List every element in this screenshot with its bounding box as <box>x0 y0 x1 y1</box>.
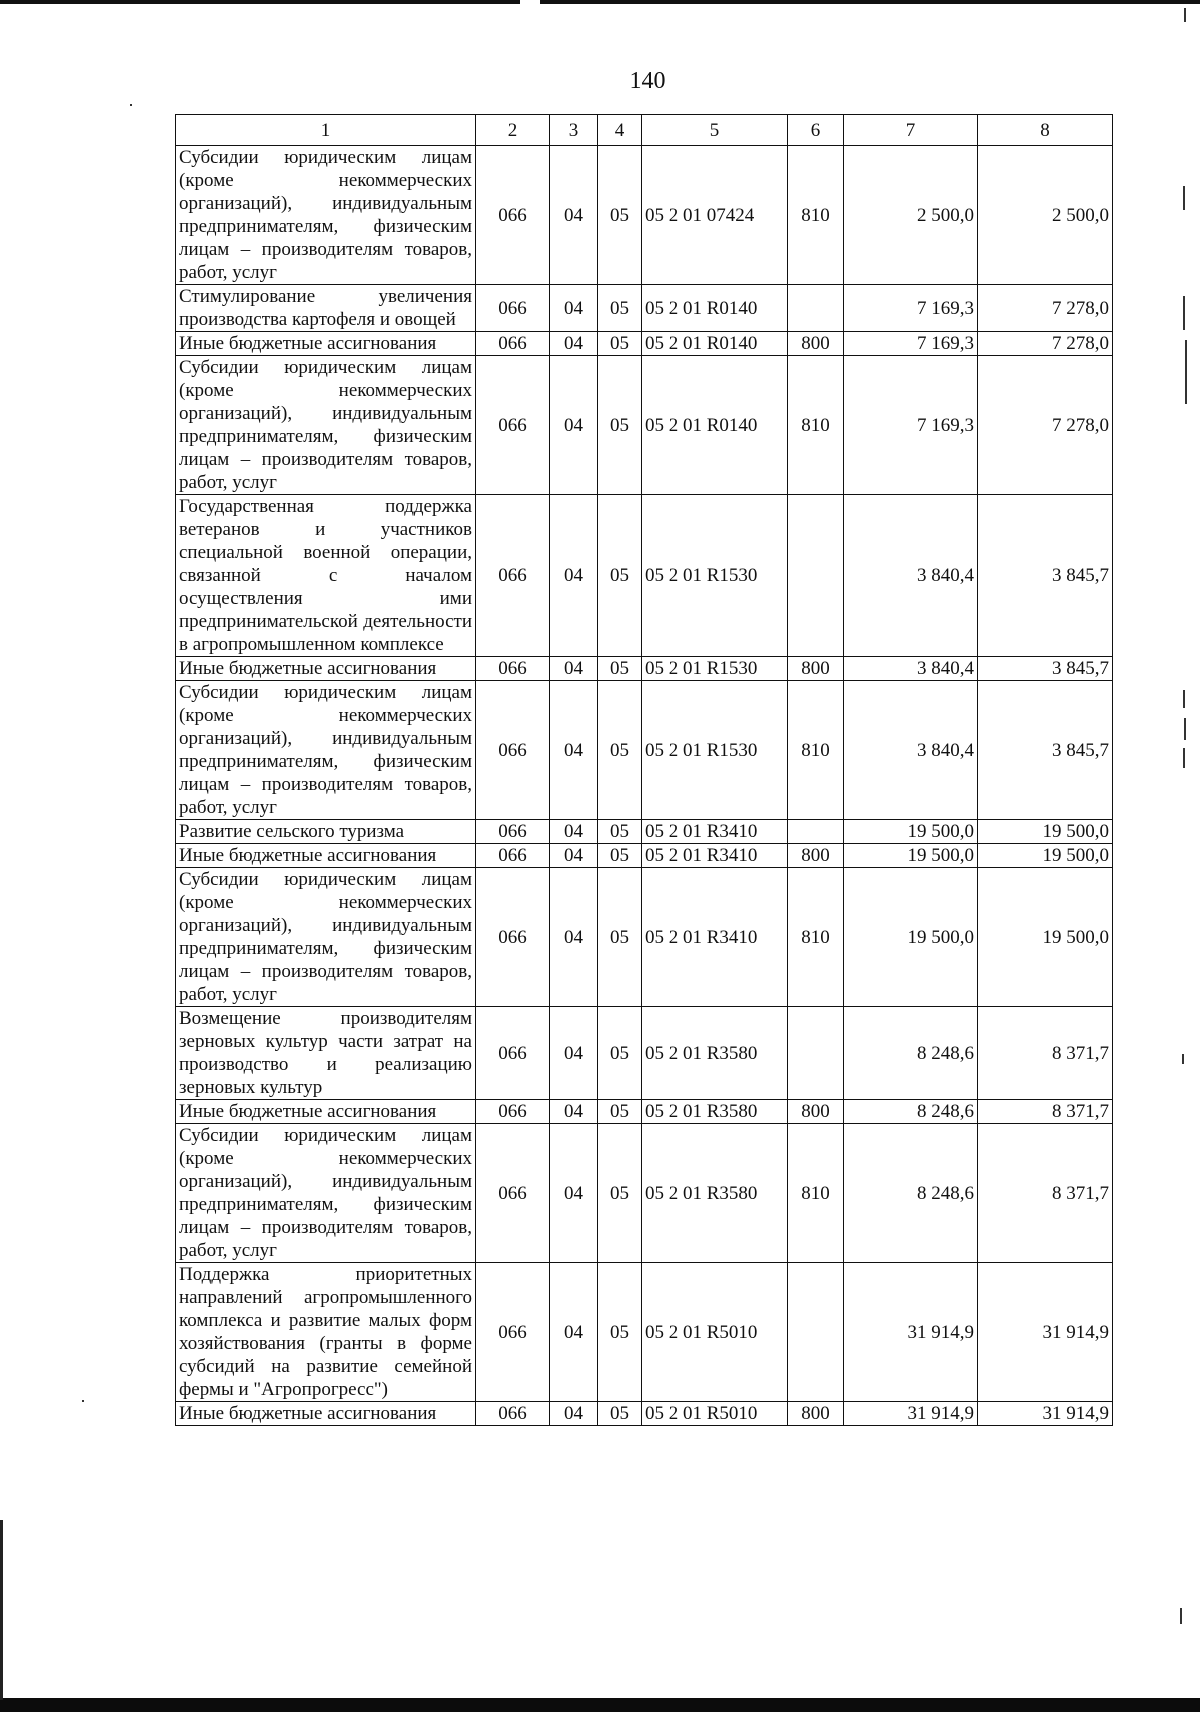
row-description: Иные бюджетные ассигнования <box>176 1402 476 1426</box>
ministry-code: 066 <box>476 820 550 844</box>
target-article-code: 05 2 01 R0140 <box>642 285 788 332</box>
scan-speck <box>1184 718 1186 740</box>
section-code: 04 <box>550 332 598 356</box>
expense-type-code: 800 <box>788 657 844 681</box>
subsection-code: 05 <box>598 844 642 868</box>
ministry-code: 066 <box>476 1263 550 1402</box>
section-code: 04 <box>550 820 598 844</box>
expense-type-code: 810 <box>788 681 844 820</box>
target-article-code: 05 2 01 R3410 <box>642 820 788 844</box>
row-description: Поддержка приоритетных направлений агропромышленного комплекса и развитие малых форм хозяйствования (гранты в форме субсидий на развитие семейной фермы и "Агропрогресс") <box>176 1263 476 1402</box>
scan-speck <box>1184 8 1186 22</box>
target-article-code: 05 2 01 R0140 <box>642 356 788 495</box>
scan-speck <box>1180 1608 1182 1624</box>
amount-column-7: 31 914,9 <box>844 1402 978 1426</box>
subsection-code: 05 <box>598 868 642 1007</box>
subsection-code: 05 <box>598 657 642 681</box>
row-description: Государственная поддержка ветеранов и участников специальной военной операции, связанной с началом осуществления ими предпринимательской деятельности в агропромышленном комплексе <box>176 495 476 657</box>
amount-column-8: 7 278,0 <box>978 356 1113 495</box>
target-article-code: 05 2 01 R3580 <box>642 1007 788 1100</box>
expense-type-code: 810 <box>788 1124 844 1263</box>
section-code: 04 <box>550 844 598 868</box>
amount-column-8: 31 914,9 <box>978 1402 1113 1426</box>
ministry-code: 066 <box>476 1100 550 1124</box>
subsection-code: 05 <box>598 820 642 844</box>
table-row <box>176 820 1113 844</box>
section-code: 04 <box>550 681 598 820</box>
column-header: 7 <box>844 115 978 146</box>
amount-column-7: 3 840,4 <box>844 681 978 820</box>
table-row <box>176 1100 1113 1124</box>
table-row <box>176 146 1113 285</box>
expense-type-code: 810 <box>788 146 844 285</box>
scan-speck <box>1182 1054 1184 1064</box>
scan-speck <box>130 104 132 106</box>
table-row <box>176 285 1113 332</box>
amount-column-8: 8 371,7 <box>978 1007 1113 1100</box>
scan-edge-gap <box>520 0 540 4</box>
amount-column-7: 8 248,6 <box>844 1007 978 1100</box>
ministry-code: 066 <box>476 1402 550 1426</box>
expense-type-code: 800 <box>788 844 844 868</box>
expense-type-code: 810 <box>788 868 844 1007</box>
ministry-code: 066 <box>476 657 550 681</box>
row-description: Субсидии юридическим лицам (кроме некоммерческих организаций), индивидуальным предпринимателям, физическим лицам – производителям товаров, работ, услуг <box>176 146 476 285</box>
expense-type-code <box>788 1263 844 1402</box>
subsection-code: 05 <box>598 1402 642 1426</box>
amount-column-7: 19 500,0 <box>844 868 978 1007</box>
row-description: Субсидии юридическим лицам (кроме некоммерческих организаций), индивидуальным предпринимателям, физическим лицам – производителям товаров, работ, услуг <box>176 1124 476 1263</box>
column-header: 3 <box>550 115 598 146</box>
expense-type-code <box>788 820 844 844</box>
section-code: 04 <box>550 356 598 495</box>
table-row <box>176 681 1113 820</box>
scan-edge-top <box>0 0 1200 4</box>
target-article-code: 05 2 01 R5010 <box>642 1263 788 1402</box>
row-description: Иные бюджетные ассигнования <box>176 657 476 681</box>
expense-type-code <box>788 495 844 657</box>
amount-column-7: 8 248,6 <box>844 1124 978 1263</box>
amount-column-8: 7 278,0 <box>978 285 1113 332</box>
amount-column-8: 8 371,7 <box>978 1100 1113 1124</box>
subsection-code: 05 <box>598 1263 642 1402</box>
expense-type-code <box>788 1007 844 1100</box>
scan-speck <box>82 1400 84 1402</box>
ministry-code: 066 <box>476 868 550 1007</box>
row-description: Субсидии юридическим лицам (кроме некоммерческих организаций), индивидуальным предпринимателям, физическим лицам – производителям товаров, работ, услуг <box>176 681 476 820</box>
row-description: Иные бюджетные ассигнования <box>176 332 476 356</box>
amount-column-7: 2 500,0 <box>844 146 978 285</box>
page-number: 140 <box>629 68 666 94</box>
amount-column-7: 7 169,3 <box>844 285 978 332</box>
scan-speck <box>1185 340 1187 404</box>
amount-column-7: 8 248,6 <box>844 1100 978 1124</box>
scan-edge-left <box>0 1520 3 1700</box>
column-header: 2 <box>476 115 550 146</box>
row-description: Субсидии юридическим лицам (кроме некоммерческих организаций), индивидуальным предпринимателям, физическим лицам – производителям товаров, работ, услуг <box>176 356 476 495</box>
column-header: 5 <box>642 115 788 146</box>
ministry-code: 066 <box>476 356 550 495</box>
target-article-code: 05 2 01 R5010 <box>642 1402 788 1426</box>
amount-column-8: 8 371,7 <box>978 1124 1113 1263</box>
amount-column-8: 31 914,9 <box>978 1263 1113 1402</box>
expense-type-code: 800 <box>788 1402 844 1426</box>
amount-column-8: 3 845,7 <box>978 681 1113 820</box>
amount-column-7: 3 840,4 <box>844 495 978 657</box>
subsection-code: 05 <box>598 681 642 820</box>
target-article-code: 05 2 01 R3410 <box>642 844 788 868</box>
header-row <box>176 115 1113 146</box>
column-header: 4 <box>598 115 642 146</box>
table-row <box>176 1402 1113 1426</box>
expense-type-code: 810 <box>788 356 844 495</box>
target-article-code: 05 2 01 R3580 <box>642 1124 788 1263</box>
subsection-code: 05 <box>598 1124 642 1263</box>
amount-column-7: 19 500,0 <box>844 820 978 844</box>
section-code: 04 <box>550 1124 598 1263</box>
section-code: 04 <box>550 868 598 1007</box>
scan-speck <box>1183 748 1185 768</box>
subsection-code: 05 <box>598 1100 642 1124</box>
scan-speck <box>1183 296 1185 330</box>
amount-column-7: 3 840,4 <box>844 657 978 681</box>
column-header: 8 <box>978 115 1113 146</box>
column-header: 6 <box>788 115 844 146</box>
amount-column-8: 2 500,0 <box>978 146 1113 285</box>
ministry-code: 066 <box>476 1124 550 1263</box>
amount-column-7: 19 500,0 <box>844 844 978 868</box>
target-article-code: 05 2 01 R1530 <box>642 681 788 820</box>
amount-column-7: 7 169,3 <box>844 332 978 356</box>
amount-column-8: 3 845,7 <box>978 495 1113 657</box>
table-row <box>176 844 1113 868</box>
amount-column-8: 3 845,7 <box>978 657 1113 681</box>
section-code: 04 <box>550 1402 598 1426</box>
row-description: Иные бюджетные ассигнования <box>176 844 476 868</box>
target-article-code: 05 2 01 R1530 <box>642 657 788 681</box>
section-code: 04 <box>550 495 598 657</box>
section-code: 04 <box>550 1007 598 1100</box>
table-row <box>176 1007 1113 1100</box>
section-code: 04 <box>550 146 598 285</box>
target-article-code: 05 2 01 R3410 <box>642 868 788 1007</box>
table-row <box>176 495 1113 657</box>
ministry-code: 066 <box>476 681 550 820</box>
table-row <box>176 332 1113 356</box>
amount-column-7: 7 169,3 <box>844 356 978 495</box>
table-row <box>176 356 1113 495</box>
ministry-code: 066 <box>476 285 550 332</box>
amount-column-8: 7 278,0 <box>978 332 1113 356</box>
expense-type-code <box>788 285 844 332</box>
section-code: 04 <box>550 1263 598 1402</box>
row-description: Субсидии юридическим лицам (кроме некоммерческих организаций), индивидуальным предпринимателям, физическим лицам – производителям товаров, работ, услуг <box>176 868 476 1007</box>
budget-table <box>175 114 1113 1426</box>
section-code: 04 <box>550 285 598 332</box>
scan-speck <box>1183 690 1185 708</box>
amount-column-8: 19 500,0 <box>978 868 1113 1007</box>
table-row <box>176 1263 1113 1402</box>
subsection-code: 05 <box>598 1007 642 1100</box>
subsection-code: 05 <box>598 146 642 285</box>
row-description: Развитие сельского туризма <box>176 820 476 844</box>
table-row <box>176 868 1113 1007</box>
row-description: Возмещение производителям зерновых культур части затрат на производство и реализацию зерновых культур <box>176 1007 476 1100</box>
ministry-code: 066 <box>476 844 550 868</box>
target-article-code: 05 2 01 R3580 <box>642 1100 788 1124</box>
section-code: 04 <box>550 657 598 681</box>
amount-column-8: 19 500,0 <box>978 820 1113 844</box>
subsection-code: 05 <box>598 332 642 356</box>
scan-speck <box>1183 186 1185 210</box>
ministry-code: 066 <box>476 495 550 657</box>
row-description: Стимулирование увеличения производства картофеля и овощей <box>176 285 476 332</box>
target-article-code: 05 2 01 R0140 <box>642 332 788 356</box>
target-article-code: 05 2 01 R1530 <box>642 495 788 657</box>
column-header: 1 <box>176 115 476 146</box>
amount-column-8: 19 500,0 <box>978 844 1113 868</box>
target-article-code: 05 2 01 07424 <box>642 146 788 285</box>
section-code: 04 <box>550 1100 598 1124</box>
ministry-code: 066 <box>476 1007 550 1100</box>
ministry-code: 066 <box>476 146 550 285</box>
table-row <box>176 657 1113 681</box>
subsection-code: 05 <box>598 285 642 332</box>
row-description: Иные бюджетные ассигнования <box>176 1100 476 1124</box>
table-row <box>176 1124 1113 1263</box>
amount-column-7: 31 914,9 <box>844 1263 978 1402</box>
expense-type-code: 800 <box>788 332 844 356</box>
subsection-code: 05 <box>598 495 642 657</box>
scan-edge-bottom <box>0 1698 1200 1712</box>
ministry-code: 066 <box>476 332 550 356</box>
expense-type-code: 800 <box>788 1100 844 1124</box>
subsection-code: 05 <box>598 356 642 495</box>
